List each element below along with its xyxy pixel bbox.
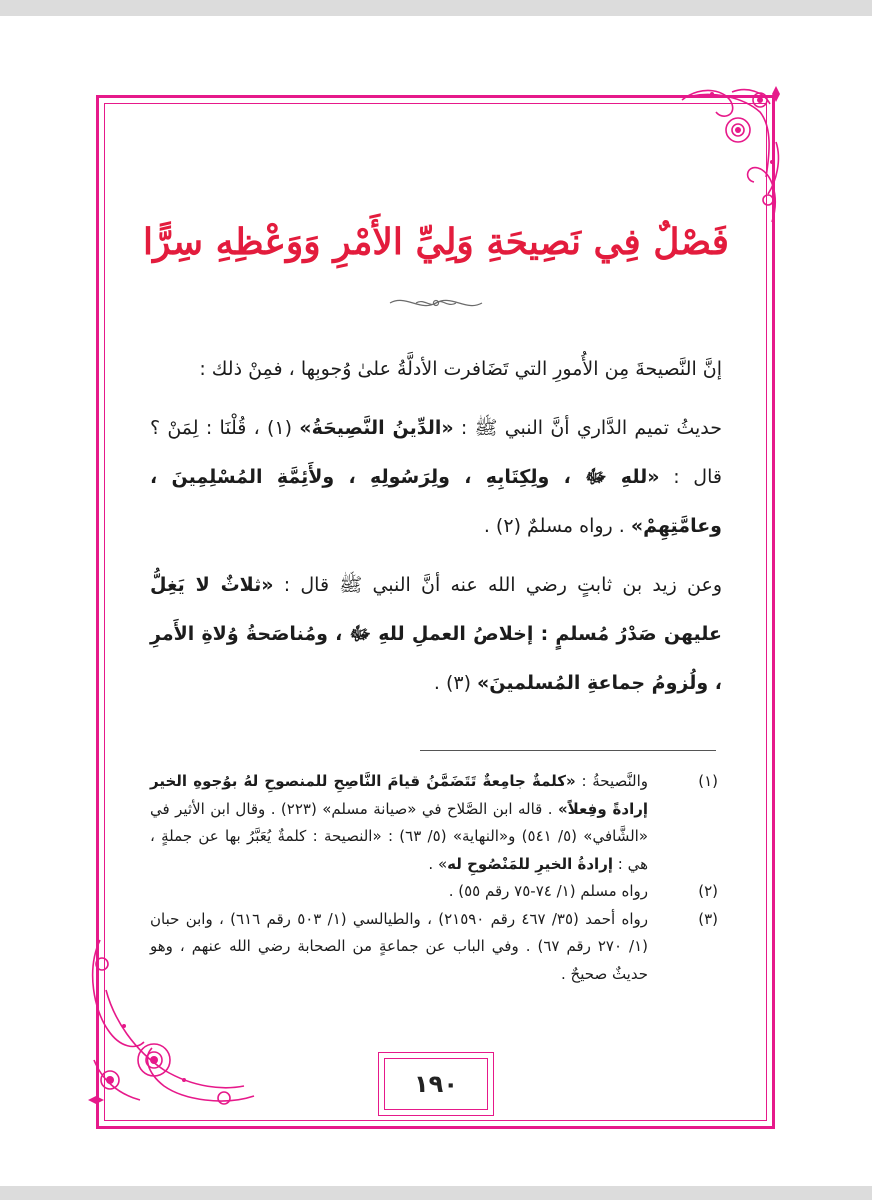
page-number: ١٩٠ (414, 1070, 458, 1098)
footnote-3: (٣) رواه أحمد (٣٥/ ٤٦٧ رقم ٢١٥٩٠) ، والطيالسي (١/ ٥٠٣ رقم ٦١٦) ، وابن حبان (١/ ٢٧٠ رقم ٦٧) . وفي الباب عن جماعةٍ من الصحابة رضي الله عنهم ، وهو حديثٌ صحيحٌ . (150, 909, 718, 983)
top-margin (0, 0, 872, 16)
paragraph-hadith-zaid: وعن زيد بن ثابتٍ رضي الله عنه أنَّ النبي ﷺ قال : «ثلاثٌ لا يَغِلُّ عليهن صَدْرُ مُسلمٍ : إخلاصُ العملِ للهِ ﷻ ، ومُناصَحةُ وُلاةِ الأَمرِ ، ولُزومُ جماعةِ المُسلمينَ» (٣) . (150, 574, 722, 694)
footnotes (150, 768, 718, 988)
main-text (150, 345, 722, 718)
footnote-separator (420, 750, 716, 751)
chapter-title: فَصْلٌ فِي نَصِيحَةِ وَلِيِّ الأَمْرِ وَوَعْظِهِ سِرًّا (143, 221, 729, 263)
floral-corner-top-right-icon (672, 82, 782, 232)
page-number-box (378, 1052, 494, 1116)
paragraph-intro: إنَّ النَّصيحةَ مِن الأُمورِ التي تَضَافرت الأدلَّةُ علىٰ وُجوبِها ، فمِنْ ذلك : (199, 358, 722, 380)
paragraph-hadith-tamim: حديثُ تميم الدَّاري أنَّ النبي ﷺ : «الدِّينُ النَّصِيحَةُ» (١) ، قُلْنَا : لِمَنْ ؟ قال : «للهِ ﷻ ، ولِكِتَابِهِ ، ولِرَسُولِهِ ، ولأَئِمَّةِ المُسْلِمِينَ ، وعامَّتِهِمْ» . رواه مسلمٌ (٢) . (150, 417, 722, 537)
footnote-1: (١) والنَّصيحةُ : «كلمةٌ جامِعةٌ تَتَضَمَّنُ قيامَ النَّاصِحِ للمنصوحِ لهُ بوُجوهِ الخير إرادةً وفِعلاً» . قاله ابن الصَّلاح في «صيانة مسلم» (٢٢٣) . وقال ابن الأثير في «الشَّافي» (٥/ ٥٤١) و«النهاية» (٥/ ٦٣) : «النصيحة : كلمةٌ يُعَبَّرُ بها عن جملةٍ ، هي : إرادةُ الخيرِ للمَنْصُوحِ له» . (150, 772, 718, 873)
title-divider-ornament-icon (386, 292, 486, 314)
bottom-margin (0, 1186, 872, 1200)
footnote-2: (٢) رواه مسلم (١/ ٧٤-٧٥ رقم ٥٥) . (448, 882, 718, 900)
